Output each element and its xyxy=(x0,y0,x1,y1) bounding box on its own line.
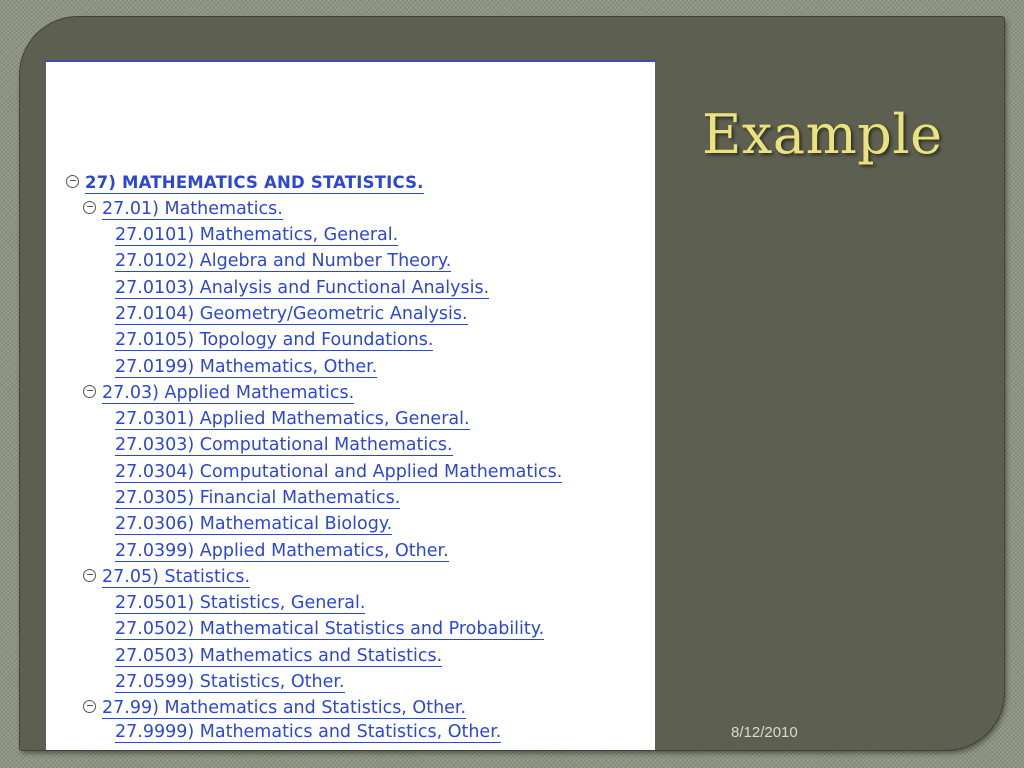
collapse-icon[interactable] xyxy=(83,700,96,713)
tree-leaf[interactable] xyxy=(115,327,433,353)
tree-link-root[interactable]: 27) MATHEMATICS AND STATISTICS. xyxy=(85,173,424,192)
tree-node-group[interactable] xyxy=(83,380,354,406)
tree-link[interactable]: 27.0503) Mathematics and Statistics. xyxy=(115,646,443,666)
slide-date: 8/12/2010 xyxy=(731,724,798,741)
tree-leaf[interactable] xyxy=(115,459,562,485)
tree-leaf[interactable] xyxy=(115,406,470,432)
tree-link[interactable]: 27.0103) Analysis and Functional Analysis. xyxy=(115,278,490,298)
tree-node-group[interactable] xyxy=(83,564,250,590)
tree-link-group[interactable]: 27.99) Mathematics and Statistics, Other. xyxy=(102,698,467,718)
tree-link[interactable]: 27.0305) Financial Mathematics. xyxy=(115,488,401,508)
tree-link[interactable]: 27.0501) Statistics, General. xyxy=(115,593,366,613)
tree-link-group[interactable]: 27.05) Statistics. xyxy=(102,567,251,587)
tree-leaf[interactable] xyxy=(115,616,544,642)
slide-title: Example xyxy=(702,103,943,166)
collapse-icon[interactable] xyxy=(83,201,96,214)
tree-link[interactable]: 27.9999) Mathematics and Statistics, Other. xyxy=(115,722,502,742)
tree-link[interactable]: 27.0101) Mathematics, General. xyxy=(115,225,399,245)
tree-leaf[interactable] xyxy=(115,643,442,669)
collapse-icon[interactable] xyxy=(83,569,96,582)
tree-leaf[interactable] xyxy=(115,538,449,564)
tree-link[interactable]: 27.0104) Geometry/Geometric Analysis. xyxy=(115,304,468,324)
tree-link[interactable]: 27.0199) Mathematics, Other. xyxy=(115,357,378,377)
tree-leaf[interactable] xyxy=(115,590,365,616)
tree-link[interactable]: 27.0306) Mathematical Biology. xyxy=(115,514,393,534)
tree-link[interactable]: 27.0399) Applied Mathematics, Other. xyxy=(115,541,449,561)
tree-leaf[interactable] xyxy=(115,485,400,511)
collapse-icon[interactable] xyxy=(83,385,96,398)
tree-link[interactable]: 27.0102) Algebra and Number Theory. xyxy=(115,251,452,271)
tree-link[interactable]: 27.0303) Computational Mathematics. xyxy=(115,435,453,455)
tree-leaf[interactable] xyxy=(115,275,489,301)
tree-leaf[interactable] xyxy=(115,432,453,458)
tree-leaf[interactable] xyxy=(115,719,501,745)
tree-link[interactable]: 27.0599) Statistics, Other. xyxy=(115,672,345,692)
tree-leaf[interactable] xyxy=(115,222,398,248)
collapse-icon[interactable] xyxy=(66,175,79,188)
tree-link[interactable]: 27.0105) Topology and Foundations. xyxy=(115,330,434,350)
tree-leaf[interactable] xyxy=(115,354,377,380)
screenshot-panel xyxy=(46,60,655,750)
tree-link[interactable]: 27.0304) Computational and Applied Mathematics. xyxy=(115,462,563,482)
tree-node-group[interactable] xyxy=(83,695,466,721)
slide xyxy=(20,17,1004,750)
tree-leaf[interactable] xyxy=(115,669,345,695)
tree-leaf[interactable] xyxy=(115,511,392,537)
tree-link-group[interactable]: 27.03) Applied Mathematics. xyxy=(102,383,355,403)
tree-leaf[interactable] xyxy=(115,248,451,274)
tree-link[interactable]: 27.0502) Mathematical Statistics and Probability. xyxy=(115,619,545,639)
tree-leaf[interactable] xyxy=(115,301,468,327)
tree-node-root[interactable] xyxy=(66,170,424,196)
tree-node-group[interactable] xyxy=(83,196,283,222)
tree-link[interactable]: 27.0301) Applied Mathematics, General. xyxy=(115,409,470,429)
tree-link-group[interactable]: 27.01) Mathematics. xyxy=(102,199,283,219)
